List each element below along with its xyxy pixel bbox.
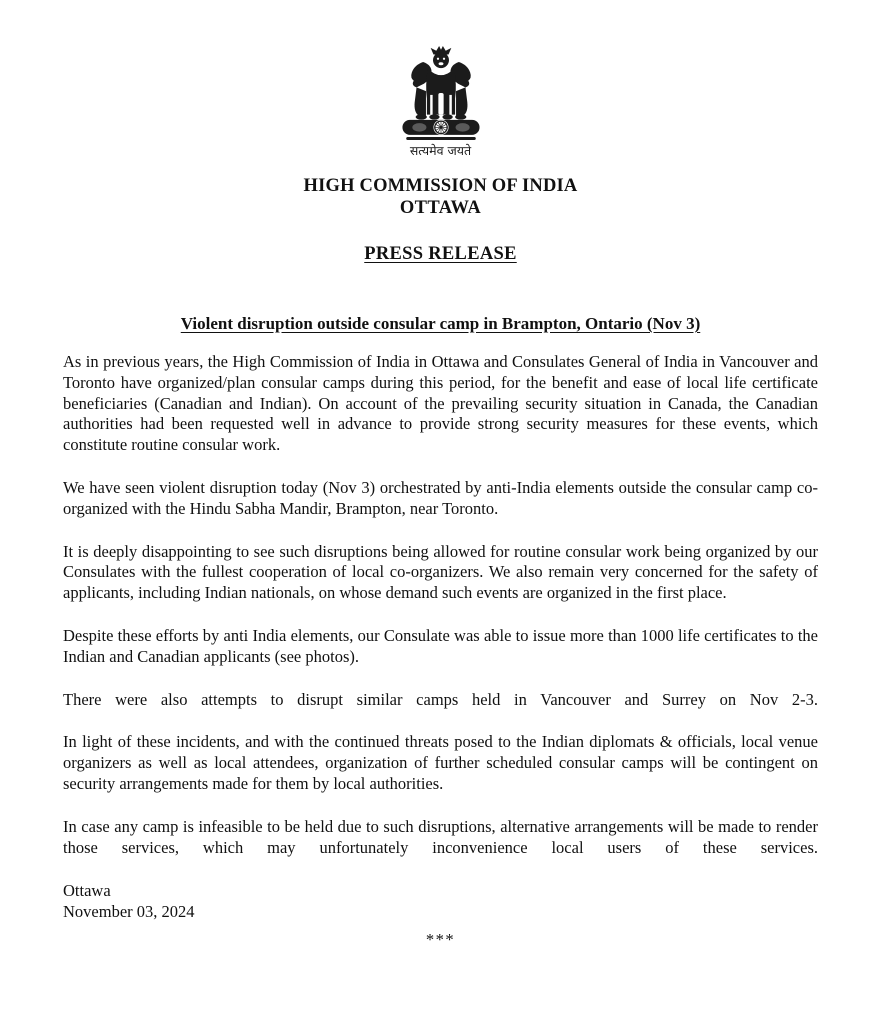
- document-type-heading: PRESS RELEASE: [364, 244, 517, 264]
- end-mark: ***: [425, 930, 456, 950]
- signoff-date: November 03, 2024: [63, 902, 195, 922]
- emblem-motto: सत्यमेव जयते: [409, 143, 472, 158]
- india-state-emblem: [63, 46, 818, 159]
- paragraph-5: There were also attempts to disrupt similar camps held in Vancouver and Surrey on Nov 2-3.: [63, 689, 818, 709]
- paragraph-2: We have seen violent disruption today (Nov 3) orchestrated by anti-India elements outside the consular camp co-organized with the Hindu Sabha Mandir, Brampton, near Toronto.: [63, 477, 818, 518]
- paragraph-7: In case any camp is infeasible to be held due to such disruptions, alternative arrangements will be made to render those services, which may unfortunately inconvenience local users of these services.: [63, 816, 818, 857]
- paragraph-4: Despite these efforts by anti India elements, our Consulate was able to issue more than 1000 life certificates to the Indian and Canadian applicants (see photos).: [63, 625, 818, 666]
- organization-name: HIGH COMMISSION OF INDIA: [303, 176, 578, 196]
- signoff-block: [63, 880, 818, 922]
- press-release-title: Violent disruption outside consular camp in Brampton, Ontario (Nov 3): [180, 314, 701, 333]
- press-release-body: [63, 352, 818, 858]
- signoff-place: Ottawa: [63, 881, 111, 901]
- paragraph-1: As in previous years, the High Commission of India in Ottawa and Consulates General of India in Vancouver and Toronto have organized/plan consular camps during this period, for the benefit and ease of local life certificate beneficiaries (Canadian and Indian). On account of the prevailing security situation in Canada, the Canadian authorities had been requested well in advance to provide strong security measures for these events, which constitute routine consular work.: [63, 352, 818, 455]
- india-state-emblem-icon: [394, 46, 488, 141]
- paragraph-6: In light of these incidents, and with the continued threats posed to the Indian diplomats & officials, local venue organizers as well as local attendees, organization of further scheduled consular camps will be contingent on security arrangements made for them by local authorities.: [63, 732, 818, 793]
- organization-city: OTTAWA: [399, 198, 482, 218]
- paragraph-3: It is deeply disappointing to see such disruptions being allowed for routine consular work being organized by our Consulates with the fullest cooperation of local co-organizers. We also remain very concerned for the safety of applicants, including Indian nationals, on whose demand such events are organized in the first place.: [63, 541, 818, 603]
